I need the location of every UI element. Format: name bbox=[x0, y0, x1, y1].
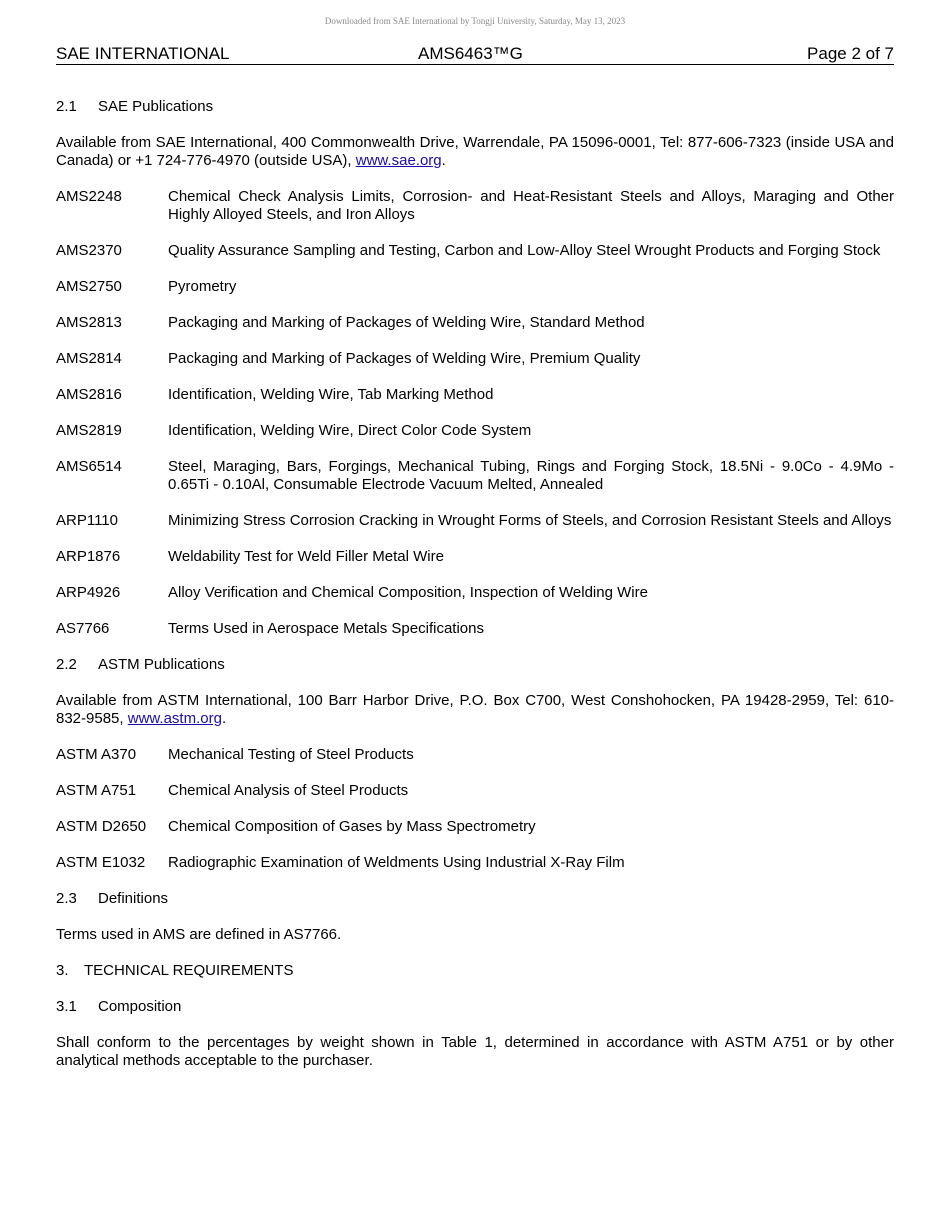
section-heading-astm bbox=[56, 656, 894, 674]
section-title: TECHNICAL REQUIREMENTS bbox=[84, 962, 294, 979]
section-number: 3.1 bbox=[56, 998, 77, 1015]
reference-title: Packaging and Marking of Packages of Welding Wire, Premium Quality bbox=[168, 350, 641, 367]
reference-title: Identification, Welding Wire, Tab Marking Method bbox=[168, 386, 494, 403]
availability-period: . bbox=[441, 152, 446, 169]
reference-title: Pyrometry bbox=[168, 278, 237, 295]
reference-entry bbox=[56, 350, 894, 368]
reference-title: Steel, Maraging, Bars, Forgings, Mechanical Tubing, Rings and Forging Stock, 18.5Ni - 9.0Co - 4.9Mo - 0.65Ti - 0.10Al, Consumable Electrode Vacuum Melted, Annealed bbox=[168, 458, 894, 493]
reference-code: AMS2750 bbox=[56, 278, 122, 295]
reference-code: AMS2819 bbox=[56, 422, 122, 439]
definitions-text: Terms used in AMS are defined in AS7766. bbox=[56, 926, 342, 943]
reference-title: Weldability Test for Weld Filler Metal Wire bbox=[168, 548, 444, 565]
reference-entry bbox=[56, 746, 894, 764]
reference-title: Terms Used in Aerospace Metals Specifications bbox=[168, 620, 484, 637]
sae-website-link[interactable]: www.sae.org bbox=[355, 152, 442, 169]
astm-availability bbox=[56, 692, 894, 728]
section-title: ASTM Publications bbox=[98, 656, 225, 673]
reference-code: AMS2814 bbox=[56, 350, 122, 367]
section-title: Composition bbox=[98, 998, 182, 1015]
reference-entry bbox=[56, 458, 894, 494]
reference-code: AMS2816 bbox=[56, 386, 122, 403]
section-title: Definitions bbox=[98, 890, 169, 907]
sae-availability bbox=[56, 134, 894, 170]
reference-code: ARP4926 bbox=[56, 584, 121, 601]
reference-code: ARP1110 bbox=[56, 512, 118, 529]
section-title: SAE Publications bbox=[98, 98, 214, 115]
reference-code: ARP1876 bbox=[56, 548, 121, 565]
astm-website-link[interactable]: www.astm.org bbox=[127, 710, 222, 727]
reference-code: ASTM E1032 bbox=[56, 854, 146, 871]
reference-entry bbox=[56, 278, 894, 296]
reference-title: Mechanical Testing of Steel Products bbox=[168, 746, 414, 763]
reference-code: ASTM A370 bbox=[56, 746, 137, 763]
reference-code: AMS2813 bbox=[56, 314, 122, 331]
reference-title: Chemical Check Analysis Limits, Corrosion- and Heat-Resistant Steels and Alloys, Maraging and Other Highly Alloyed Steels, and Iron Alloys bbox=[168, 188, 894, 223]
header-page-number: Page 2 of 7 bbox=[807, 44, 894, 63]
section-number: 3. bbox=[56, 962, 69, 979]
reference-title: Radiographic Examination of Weldments Using Industrial X-Ray Film bbox=[168, 854, 625, 871]
sae-reference-list bbox=[56, 188, 894, 638]
section-number: 2.2 bbox=[56, 656, 77, 673]
section-heading-sae bbox=[56, 98, 894, 116]
reference-title: Chemical Analysis of Steel Products bbox=[168, 782, 409, 799]
reference-code: AS7766 bbox=[56, 620, 110, 637]
reference-title: Minimizing Stress Corrosion Cracking in Wrought Forms of Steels, and Corrosion Resistant Steels and Alloys bbox=[168, 512, 892, 529]
availability-text: Available from ASTM International, 100 Barr Harbor Drive, P.O. Box C700, West Conshohocken, PA 19428-2959, Tel: 610-832-9585, bbox=[56, 692, 894, 727]
reference-title: Identification, Welding Wire, Direct Color Code System bbox=[168, 422, 532, 439]
reference-entry bbox=[56, 314, 894, 332]
reference-code: ASTM D2650 bbox=[56, 818, 147, 835]
reference-code: AMS2370 bbox=[56, 242, 122, 259]
reference-entry bbox=[56, 818, 894, 836]
reference-entry bbox=[56, 422, 894, 440]
reference-code: AMS6514 bbox=[56, 458, 122, 475]
download-watermark: Downloaded from SAE International by Tongji University, Saturday, May 13, 2023 bbox=[324, 16, 626, 26]
reference-entry bbox=[56, 548, 894, 566]
reference-entry bbox=[56, 620, 894, 638]
header-org: SAE INTERNATIONAL bbox=[56, 44, 230, 63]
reference-entry bbox=[56, 386, 894, 404]
section-number: 2.1 bbox=[56, 98, 77, 115]
document-body bbox=[56, 98, 894, 1088]
section-heading-technical bbox=[56, 962, 894, 980]
reference-title: Alloy Verification and Chemical Composition, Inspection of Welding Wire bbox=[168, 584, 648, 601]
section-heading-definitions bbox=[56, 890, 894, 908]
reference-title: Quality Assurance Sampling and Testing, Carbon and Low-Alloy Steel Wrought Products and Forging Stock bbox=[168, 242, 881, 259]
section-heading-composition bbox=[56, 998, 894, 1016]
availability-text: Available from SAE International, 400 Commonwealth Drive, Warrendale, PA 15096-0001, Tel: 877-606-7323 (inside USA and Canada) or +1 724-776-4970 (outside USA), bbox=[56, 134, 894, 169]
availability-period: . bbox=[221, 710, 227, 727]
reference-code: ASTM A751 bbox=[56, 782, 137, 799]
header-doc-id: AMS6463™G bbox=[418, 44, 523, 63]
reference-code: AMS2248 bbox=[56, 188, 122, 205]
reference-entry bbox=[56, 512, 894, 530]
astm-reference-list bbox=[56, 746, 894, 872]
reference-title: Chemical Composition of Gases by Mass Spectrometry bbox=[168, 818, 536, 835]
composition-text: Shall conform to the percentages by weight shown in Table 1, determined in accordance with ASTM A751 or by other analytical methods acceptable to the purchaser. bbox=[56, 1034, 894, 1069]
reference-entry bbox=[56, 782, 894, 800]
section-number: 2.3 bbox=[56, 890, 77, 907]
page-header bbox=[56, 44, 894, 65]
reference-entry bbox=[56, 584, 894, 602]
reference-entry bbox=[56, 188, 894, 224]
reference-entry bbox=[56, 854, 894, 872]
reference-entry bbox=[56, 242, 894, 260]
reference-title: Packaging and Marking of Packages of Welding Wire, Standard Method bbox=[168, 314, 645, 331]
